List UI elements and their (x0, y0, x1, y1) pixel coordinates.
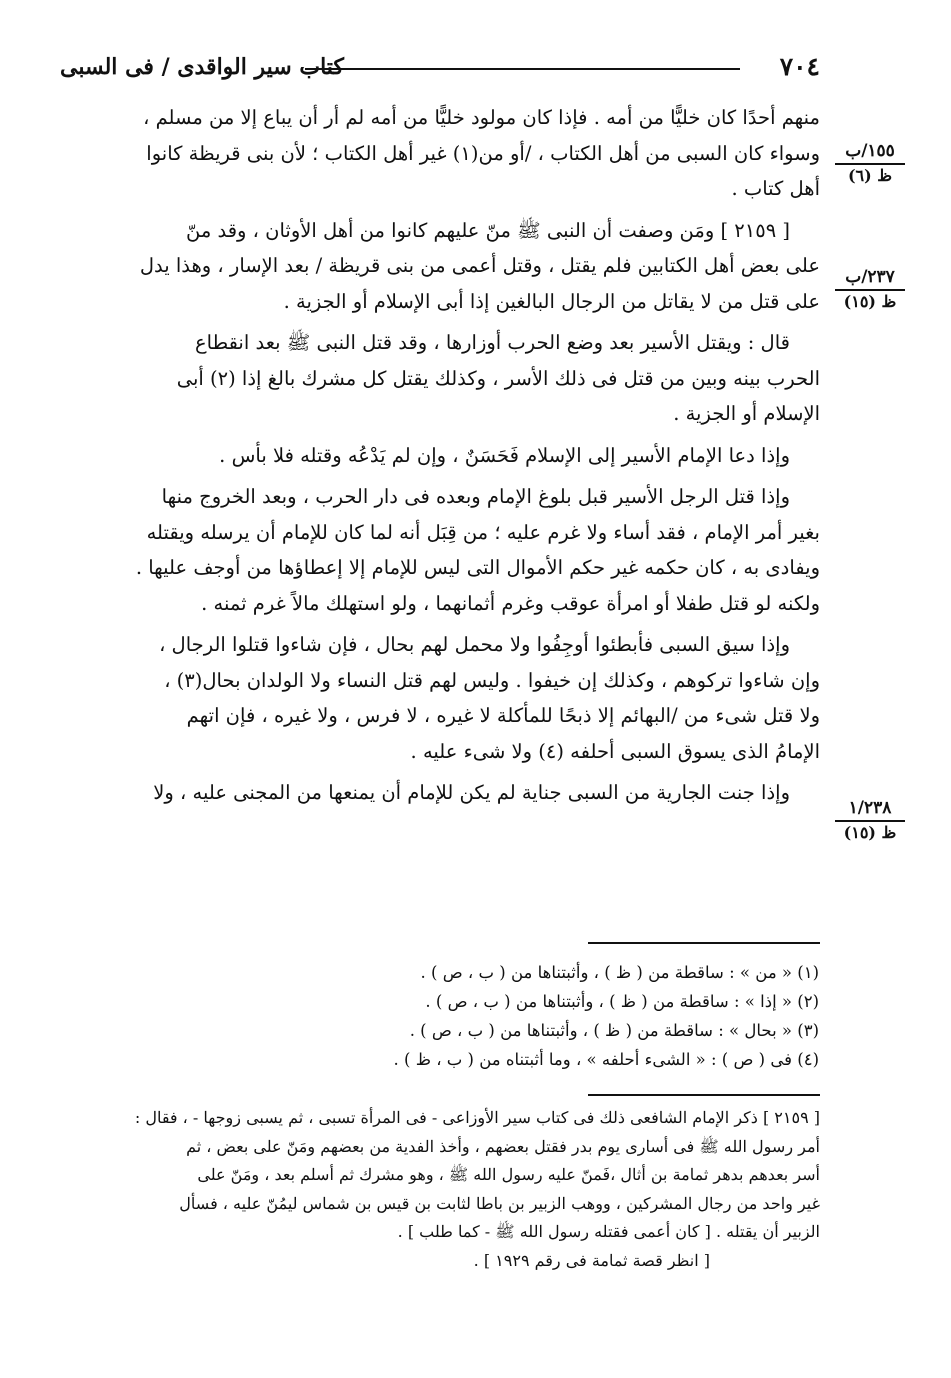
commentary-line: [ انظر قصة ثمامة فى رقم ١٩٢٩ ] . (473, 1250, 710, 1270)
margin-note (835, 140, 905, 187)
footnote-rule (588, 942, 820, 944)
text-line: وإن شاءوا تركوهم ، وكذلك إن خيفوا . وليس لهم قتل النساء ولا الولدان بحال(٣) ، (164, 668, 820, 692)
margin-note-folio: ١/٢٣٨ (835, 797, 905, 822)
text-line: أهل كتاب . (731, 177, 820, 200)
text-line: بغير أمر الإمام ، فقد أساء ولا غرم عليه ؛ من قِبَل أنه لما كان للإمام أن يرسله ويقتله (146, 520, 820, 544)
text-line: ولكنه لو قتل طفلا أو امرأة عوقب وغرم أثمانهما ، ولو استهلك مالاً غرم ثمنه . (201, 591, 820, 615)
running-title: كتاب سير الواقدى / فى السبى (60, 54, 344, 80)
paragraph (74, 100, 820, 207)
text-line: ويفادى به ، كان حكمه غير حكم الأموال التى ليس للإمام إلا إعطاؤها من أوجف عليها . (135, 556, 820, 579)
footnote: (٤) فى ( ص ) : « الشىء أحلفه » ، وما أثبتناه من ( ب ، ظ ) . (393, 1050, 819, 1069)
page-header (60, 52, 820, 88)
margin-note-ms: ظ (١٥) (843, 823, 897, 842)
commentary-line: [ ٢١٥٩ ] ذكر الإمام الشافعى ذلك فى كتاب سير الأوزاعى - فى المرأة تسبى ، ثم يسبى زوجها - ، فقال : (134, 1108, 820, 1127)
text-line: على بعض أهل الكتابين فلم يقتل ، وقتل أعمى من بنى قريظة / بعد الإسار ، وهذا يدل (139, 254, 820, 277)
paragraph (74, 438, 820, 474)
text-line: وسواء كان السبى من أهل الكتاب ، /أو من(١) غير أهل الكتاب ؛ لأن بنى قريظة كانوا (146, 141, 820, 165)
text-line: الحرب بينه وبين من قتل فى ذلك الأسر ، وكذلك يقتل كل مشرك بالغ إذا (٢) أبى (176, 366, 820, 390)
text-line: [ ٢١٥٩ ] ومَن وصفت أن النبى ﷺ منّ عليهم كانوا من أهل الأوثان ، وقد منّ (185, 218, 790, 242)
text-line: الإمامُ الذى يسوق السبى أحلفه (٤) ولا شىء عليه . (410, 739, 820, 763)
commentary-line: أمر رسول الله ﷺ فى أسارى يوم بدر فقتل بعضهم ، وأخذ الفدية من بعضهم ومَنّ على بعض ، ثم (186, 1136, 820, 1156)
text-line: وإذا جنت الجارية من السبى جناية لم يكن للإمام أن يمنعها من المجنى عليه ، ولا (153, 781, 790, 804)
commentary (72, 1104, 820, 1275)
paragraph (74, 479, 820, 621)
text-line: وإذا قتل الرجل الأسير قبل بلوغ الإمام وبعده فى دار الحرب ، وبعد الخروج منها (161, 485, 790, 508)
main-text (74, 100, 820, 817)
paragraph (74, 627, 820, 769)
page-number: ٧٠٤ (779, 52, 820, 81)
margin-note-ms: ظ (١٥) (843, 292, 897, 311)
commentary-line: أسر بعدهم بدهر ثمامة بن أثال ،فَمنّ عليه رسول الله ﷺ ، وهو مشرك ثم أسلم بعد ، ومَنّ على (197, 1165, 820, 1184)
paragraph (74, 325, 820, 432)
text-line: الإسلام أو الجزية . (673, 402, 820, 425)
header-rule (305, 68, 740, 70)
commentary-line: الزبير أن يقتله . [ كان أعمى فقتله رسول الله ﷺ - كما طلب ] . (397, 1222, 820, 1241)
margin-note (835, 266, 905, 313)
text-line: قال : ويقتل الأسير بعد وضع الحرب أوزارها ، وقد قتل النبى ﷺ بعد انقطاع (195, 331, 790, 354)
text-line: وإذا دعا الإمام الأسير إلى الإسلام فَحَسَنٌ ، وإن لم يَدْعُه وقتله فلا بأس . (219, 443, 790, 467)
margin-note (835, 797, 905, 844)
text-line: ولا قتل شىء من /البهائم إلا ذبحًا للمأكلة لا غيره ، لا فرس ، ولا غيره ، فإن اتهم (186, 704, 820, 727)
footnote: (٣) « بحال » : ساقطة من ( ظ ) ، وأثبتناها من ( ب ، ص ) . (409, 1021, 819, 1040)
margin-note-folio: ١٥٥/ب (835, 140, 905, 165)
text-line: وإذا سيق السبى فأبطئوا أوجِفُوا ولا محمل لهم بحال ، فإن شاءوا قتلوا الرجال ، (159, 633, 790, 656)
commentary-rule (588, 1094, 820, 1096)
margin-note-folio: ٢٣٧/ب (835, 266, 905, 291)
footnotes (259, 958, 819, 1074)
paragraph (74, 213, 820, 320)
margin-note-ms: ظ (٦) (847, 166, 893, 185)
text-line: منهم أحدًا كان خليًّا من أمه . فإذا كان مولود خليًّا من أمه لم أر أن يباع إلا من مسلم ، (143, 106, 820, 129)
paragraph (74, 775, 820, 811)
footnote: (١) « من » : ساقطة من ( ظ ) ، وأثبتناها من ( ب ، ص ) . (420, 963, 819, 982)
commentary-line: غير واحد من رجال المشركين ، ووهب الزبير بن باطا لثابت بن قيس بن شماس ليمُنّ عليه ، فسأل (179, 1193, 820, 1213)
text-line: على قتل من لا يقاتل من الرجال البالغين إذا أبى الإسلام أو الجزية . (283, 289, 820, 313)
footnote: (٢) « إذا » : ساقطة من ( ظ ) ، وأثبتناها من ( ب ، ص ) . (425, 992, 819, 1011)
